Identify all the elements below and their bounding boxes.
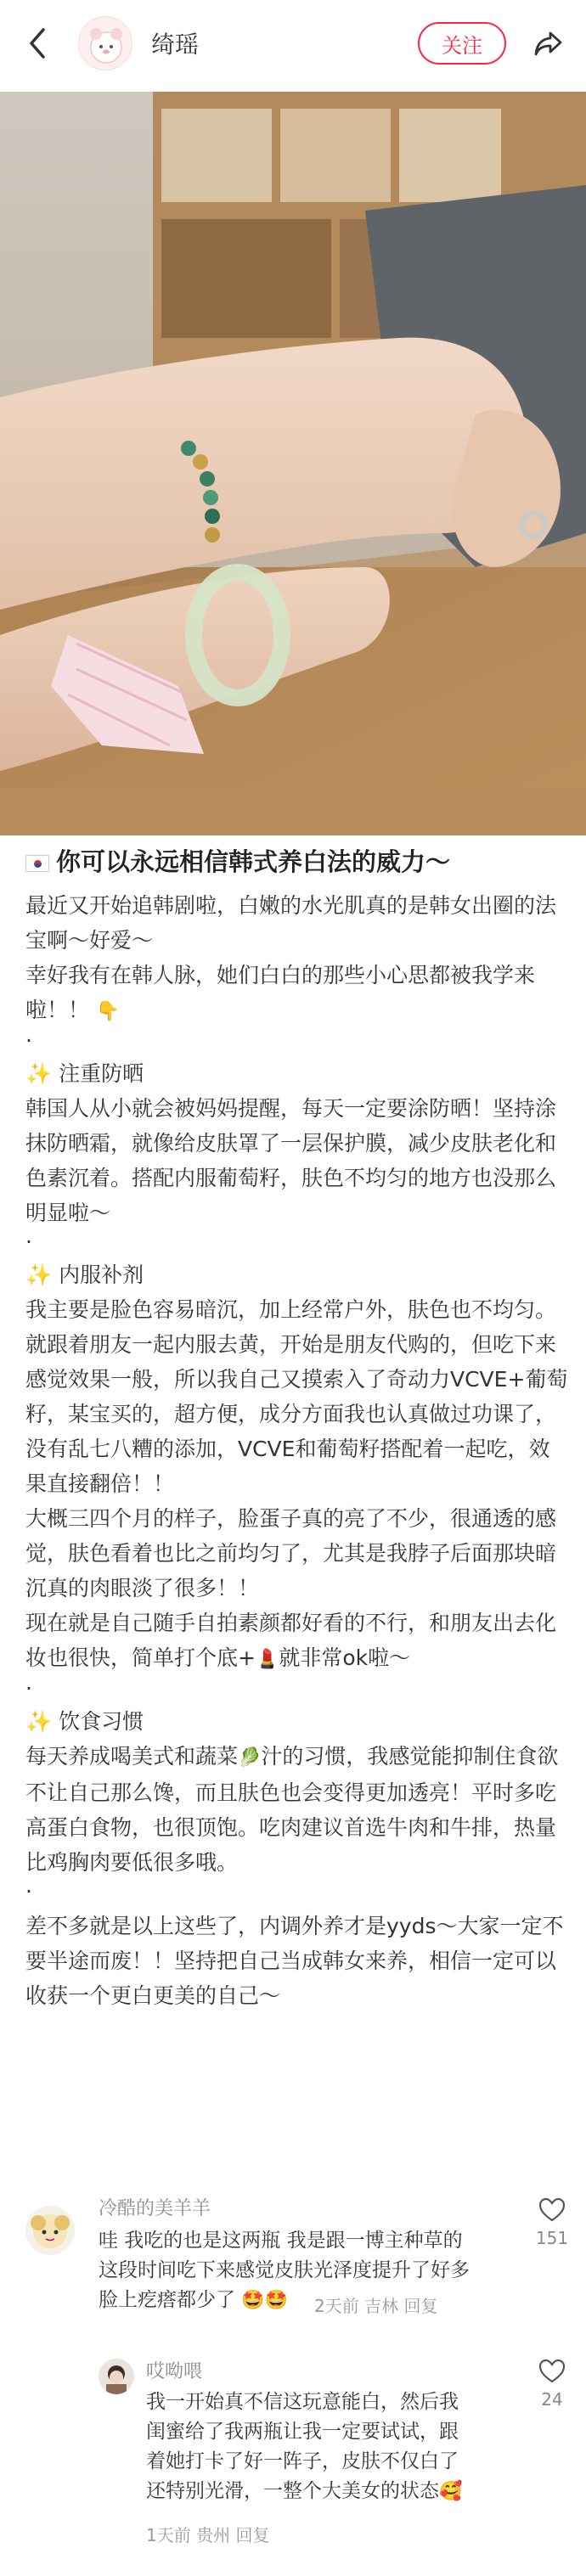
section-text-supplements: 我主要是脸色容易暗沉，加上经常户外，肤色也不均匀。就跟着朋友一起内服去黄，开始是朋友代购的，但吃下来感觉效果一般，所以我自己又摸索入了奇动力VCVE+葡萄籽，某宝买的，超方便，成分方面我也认真做过功课了，没有乱七八糟的添加，VCVE和葡萄籽搭配着一起吃，效果直接翻倍！！ [25,1297,568,1496]
leaf-icon: 🥬 [238,1747,262,1769]
commenter-avatar[interactable] [99,2359,134,2394]
separator-dot: · [25,1879,32,1904]
separator-dot: · [25,1028,32,1053]
author-name[interactable]: 绮瑶 [151,31,200,59]
commenter-name[interactable]: 哎呦喂 [146,2361,203,2382]
top-bar [0,0,586,87]
smiling-emoji-icon: 🤩🤩 [241,2290,289,2311]
like-button[interactable] [535,2359,569,2410]
sparkles-icon: ✨ [25,1263,53,1287]
like-count: 24 [541,2389,563,2410]
reply-button[interactable]: 回复 [235,2525,270,2545]
blushing-emoji-icon: 🥰 [439,2481,463,2502]
follow-button[interactable]: 关注 [418,22,506,65]
separator-dot: · [25,1676,32,1701]
commenter-name[interactable]: 冷酷的美羊羊 [99,2198,211,2219]
intro-paragraph: 最近又开始追韩剧啦，白嫩的水光肌真的是韩女出圈的法宝啊～好爱～ [25,893,557,953]
post-content [25,841,569,2013]
back-button[interactable] [20,26,54,60]
author-avatar[interactable] [78,16,132,70]
share-icon [532,26,566,60]
pointing-down-icon: 👇 [95,1001,120,1022]
back-icon [26,26,48,60]
post-photo[interactable] [0,92,586,835]
comment-text: 我一开始真不信这玩意能白，然后我 闺蜜给了我两瓶让我一定要试试，跟 着她打卡了好一阵子，皮肤不仅白了 还特别光滑，一整个大美女的状态🥰 [146,2391,463,2502]
section-text-supplements-2: 大概三四个月的样子，脸蛋子真的亮了不少，很通透的感觉，肤色看着也比之前均匀了，尤其是我脖子后面那块暗沉真的肉眼淡了很多！！ [25,1506,557,1600]
heart-icon [538,2359,566,2384]
reply-button[interactable]: 回复 [403,2296,438,2316]
commenter-avatar[interactable] [25,2206,75,2255]
like-count: 151 [535,2228,569,2248]
section-heading-supplements: ✨ 内服补剂 [25,1263,144,1287]
comment-text: 哇 我吃的也是这两瓶 我是跟一博主种草的 这段时间吃下来感觉皮肤光泽度提升了好多 脸上疙瘩都少了 🤩🤩 [99,2230,470,2311]
section-text-supplements-3: 现在就是自己随手自拍素颜都好看的不行，和朋友出去化妆也很快，简单打个底+💄就非常ok啦～ [25,1611,557,1670]
outro-paragraph: 差不多就是以上这些了，内调外养才是yyds～大家一定不要半途而废！！坚持把自己当成韩女来养，相信一定可以收获一个更白更美的自己～ [25,1914,564,2008]
lipstick-icon: 💄 [255,1649,279,1670]
heart-icon [538,2197,566,2223]
sparkles-icon: ✨ [25,1709,53,1734]
korea-flag-icon [25,855,49,872]
comment-meta: 1天前 贵州 回复 [146,2525,270,2545]
section-text-diet: 每天养成喝美式和蔬菜🥬汁的习惯，我感觉能抑制住食欲不让自己那么馋，而且肤色也会变得更加透亮！平时多吃高蛋白食物，也很顶饱。吃肉建议首选牛肉和牛排，热量比鸡胸肉要低很多哦。 [25,1744,559,1875]
comment-meta: 2天前 吉林 回复 [314,2296,438,2316]
intro-paragraph-2: 幸好我有在韩人脉，她们白白的那些小心思都被我学来啦！！ 👇 [25,963,536,1022]
sparkles-icon: ✨ [25,1061,53,1086]
separator-dot: · [25,1229,32,1254]
post-title: 你可以永远相信韩式养白法的威力～ [25,842,569,881]
share-button[interactable] [530,25,567,62]
section-heading-diet: ✨ 饮食习惯 [25,1709,144,1734]
like-button[interactable] [535,2197,569,2248]
section-text-sunscreen: 韩国人从小就会被妈妈提醒，每天一定要涂防晒！坚持涂抹防晒霜，就像给皮肤罩了一层保护膜，减少皮肤老化和色素沉着。搭配内服葡萄籽，肤色不均匀的地方也没那么明显啦～ [25,1096,557,1225]
section-heading-sunscreen: ✨ 注重防晒 [25,1061,144,1086]
